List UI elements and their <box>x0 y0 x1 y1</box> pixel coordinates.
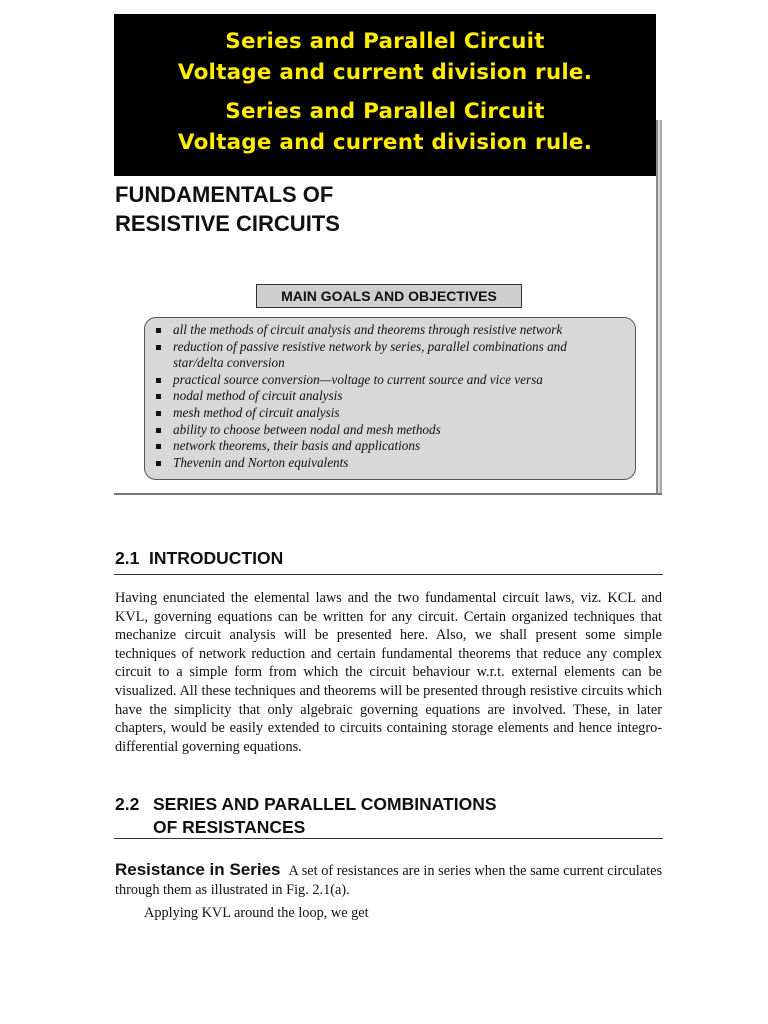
section-heading-line-1: SERIES AND PARALLEL COMBINATIONS <box>153 794 497 814</box>
series-text: A set of resistances are in series when the same current circulates through them as illustrated in Fig. 2.1(a). <box>115 863 663 898</box>
section-number: 2.2 <box>115 794 140 814</box>
bullet-icon <box>156 378 161 383</box>
goal-text: all the methods of circuit analysis and theorems through resistive network <box>173 322 563 337</box>
goal-item <box>155 422 615 439</box>
goal-item <box>155 372 615 389</box>
goal-text: network theorems, their basis and applications <box>173 438 421 454</box>
bullet-icon <box>156 328 161 333</box>
chapter-divider <box>114 493 662 495</box>
kvl-sentence: Applying KVL around the loop, we get <box>144 905 369 921</box>
goal-item <box>155 322 615 339</box>
goals-list <box>155 322 615 471</box>
bullet-icon <box>156 411 161 416</box>
goal-text: ability to choose between nodal and mesh methods <box>173 421 441 437</box>
section-rule <box>114 574 663 575</box>
goal-item <box>155 455 615 472</box>
goal-item <box>155 438 615 455</box>
goal-item <box>155 388 615 405</box>
chapter-frame-edge <box>656 120 662 495</box>
goal-text: nodal method of circuit analysis <box>173 388 343 404</box>
goal-item <box>155 339 615 372</box>
goal-text: Thevenin and Norton equivalents <box>173 454 349 470</box>
banner-line-2: Voltage and current division rule. <box>177 60 593 85</box>
goal-text: practical source conversion—voltage to current source and vice versa <box>173 371 543 387</box>
chapter-title <box>115 180 340 238</box>
title-banner-bottom <box>114 86 656 176</box>
section-heading-introduction: 2.1 INTRODUCTION <box>115 548 284 568</box>
section-heading-series-parallel <box>115 793 497 839</box>
banner-line-4: Voltage and current division rule. <box>177 130 593 155</box>
bullet-icon <box>156 444 161 449</box>
resistance-in-series-paragraph <box>115 860 662 900</box>
run-in-heading: Resistance in Series <box>115 860 281 879</box>
goals-label: MAIN GOALS AND OBJECTIVES <box>256 284 522 308</box>
section-heading-line-2: OF RESISTANCES <box>153 817 306 837</box>
introduction-paragraph: Having enunciated the elemental laws and the two fundamental circuit laws, viz. KCL and KVL, governing equations can be written for any circuit. Certain organized techniques that mechanize circuit analysis will be presented here. Also, we shall present some simple techniques of network reduction and certain fundamental theorems that reduce any complex circuit to a simple form from which the circuit behaviour w.r.t. external elements can be visualized. All these techniques and theorems will be presented through resistive circuits which have the simplicity that only algebraic governing equations are involved. These, in later chapters, would be easily extended to circuits containing storage elements and hence integro-differential governing equations. <box>115 590 662 755</box>
bullet-icon <box>156 394 161 399</box>
goal-text: mesh method of circuit analysis <box>173 404 340 420</box>
bullet-icon <box>156 345 161 350</box>
chapter-title-line-2: RESISTIVE CIRCUITS <box>115 211 340 236</box>
goals-box <box>144 317 636 480</box>
bullet-icon <box>156 428 161 433</box>
goal-item <box>155 405 615 422</box>
banner-line-3: Series and Parallel Circuit <box>225 99 545 124</box>
section-rule <box>114 838 663 839</box>
goal-text: reduction of passive resistive network by series, parallel combinations and star/delta conversion <box>173 338 567 371</box>
chapter-title-line-1: FUNDAMENTALS OF <box>115 182 334 207</box>
bullet-icon <box>156 461 161 466</box>
banner-line-1: Series and Parallel Circuit <box>225 29 545 54</box>
